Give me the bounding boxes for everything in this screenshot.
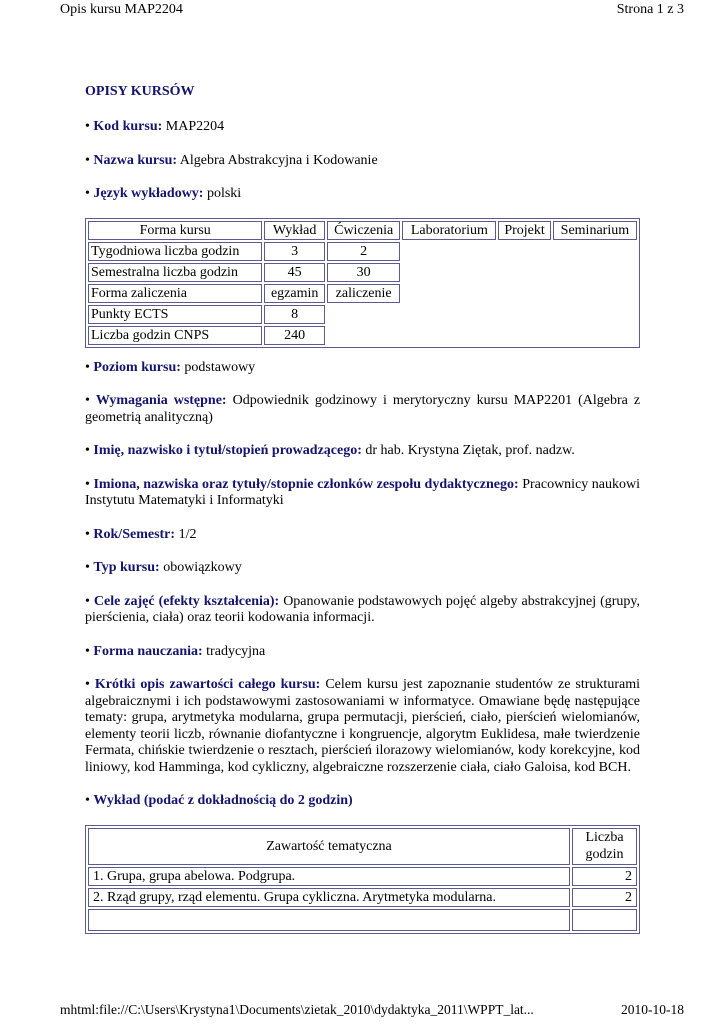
field-wyklad: • Wykład (podać z dokładnością do 2 godzin) [85,793,353,808]
table-cell [572,909,637,931]
table-cell: 2 [572,888,637,907]
footer-date: 2010-10-18 [621,1002,684,1017]
field-label: Poziom kursu: [93,359,181,375]
field-value: polski [206,186,242,201]
field-label: Cele zajęć (efekty kształcenia): [93,593,280,609]
field-value: Opanowanie podstawowych pojęć algeby abstrakcyjnej (grupy, pierścienia, ciała) oraz teorii kodowania informacji. [85,593,641,625]
field-value: tradycyjna [206,643,266,659]
field-value: Algebra Abstrakcyjna i Kodowanie [179,152,378,168]
field-nazwa-kursu: • Nazwa kursu: Algebra Abstrakcyjna i Kodowanie [85,152,378,168]
table-row [88,263,637,282]
table-header-row [88,828,637,865]
field-label: Forma nauczania: [93,643,203,659]
table-header-cell: Forma kursu [88,221,262,240]
table-row [88,867,637,886]
table-row [88,326,637,345]
table-cell: 45 [264,263,324,282]
table-cell [88,909,570,931]
table-cell: 240 [264,326,324,345]
wyklad-table [85,825,640,934]
field-cele-zajec: • Cele zajęć (efekty kształcenia): Opanowanie podstawowych pojęć algeby abstrakcyjnej (grupy, pierścienia, ciała) oraz teorii kodowania informacji. [85,593,641,625]
field-kod-kursu: • Kod kursu: MAP2204 [85,119,225,134]
field-label: Wymagania wstępne: [95,393,227,408]
table-cell: 30 [327,263,401,282]
field-value: dr hab. Krystyna Ziętak, prof. nadzw. [365,443,575,458]
table-row [88,909,637,931]
document-body [85,84,640,934]
table-cell: 2 [572,867,637,886]
table-cell: egzamin [264,284,324,303]
field-typ-kursu: • Typ kursu: obowiązkowy [85,560,242,575]
field-label: Język wykładowy: [93,186,204,201]
table-row [88,242,637,261]
field-label: Imię, nazwisko i tytuł/stopień prowadzącego: [93,443,362,458]
table-cell: Semestralna liczba godzin [88,263,262,282]
page-number: Strona 1 z 3 [616,2,684,17]
forma-kursu-table [85,218,640,348]
field-value: podstawowy [184,359,256,375]
field-value: 1/2 [178,526,197,542]
field-wymagania-wstepne: • Wymagania wstępne: Odpowiednik godzinowy i merytoryczny kursu MAP2201 (Algebra z geometrią analityczną) [85,393,641,425]
field-label: Typ kursu: [93,560,160,575]
page-title: OPISY KURSÓW [85,84,195,99]
table-header-cell: Ćwiczenia [327,221,401,240]
field-forma-nauczania: • Forma nauczania: tradycyjna [85,643,266,659]
table-cell: 1. Grupa, grupa abelowa. Podgrupa. [88,867,570,886]
table-cell: 2. Rząd grupy, rząd elementu. Grupa cykliczna. Arytmetyka modularna. [88,888,570,907]
page-header-title: Opis kursu MAP2204 [60,2,183,17]
field-value: Odpowiednik godzinowy i merytoryczny kursu MAP2201 (Algebra z geometrią analityczną) [85,393,641,425]
field-label: Rok/Semestr: [93,526,176,542]
field-label: Krótki opis zawartości całego kursu: [94,677,321,692]
table-row [88,888,637,907]
field-label: Wykład (podać z dokładnością do 2 godzin) [93,793,353,808]
table-row [88,284,637,303]
field-jezyk-wykladowy: • Język wykładowy: polski [85,186,242,201]
field-value: Pracownicy naukowi Instytutu Matematyki i Informatyki [85,476,641,508]
table-cell: Forma zaliczenia [88,284,262,303]
field-rok-semestr: • Rok/Semestr: 1/2 [85,526,197,542]
table-header-cell: Seminarium [553,221,637,240]
table-cell: zaliczenie [327,284,401,303]
table-header-cell: Liczba godzin [572,828,637,865]
field-label: Imiona, nazwiska oraz tytuły/stopnie członków zespołu dydaktycznego: [93,476,519,492]
table-header-cell: Zawartość tematyczna [88,828,570,865]
table-cell: 2 [327,242,401,261]
field-value: Celem kursu jest zapoznanie studentów ze strukturami algebraicznymi i ich podstawowymi zastosowaniami w informatyce. Omawiane będę następujące tematy: grupa, arytmetyka modularna, grupa permutacji, pierścień, ciało, pierścień wielomianów, elementy teorii liczb, równanie diofantyczne i kongruencje, algorytm Euklidesa, małe twierdzenie Fermata, chińskie twierdzenie o resztach, pierścień ilorazowy wielomianów, kody korekcyjne, kod liniowy, kod Hamminga, kod cykliczny, algebraiczne rozszerzenie ciała, ciało Galoisa, kod BCH. [85,677,640,775]
field-value: obowiązkowy [163,560,242,575]
footer-path: mhtml:file://C:\Users\Krystyna1\Documents\zietak_2010\dydaktyka_2011\WPPT_lat... [60,1002,534,1017]
table-cell: Liczba godzin CNPS [88,326,262,345]
table-cell: Punkty ECTS [88,305,262,324]
field-opis-kursu: • Krótki opis zawartości całego kursu: Celem kursu jest zapoznanie studentów ze strukturami algebraicznymi i ich podstawowymi zastosowaniami w informatyce. Omawiane będę następujące tematy: grupa, arytmetyka modularna, grupa permutacji, pierścień, ciało, pierścień wielomianów, elementy teorii liczb, równanie diofantyczne i kongruencje, algorytm Euklidesa, małe twierdzenie Fermata, chińskie twierdzenie o resztach, pierścień ilorazowy wielomianów, kody korekcyjne, kod liniowy, kod Hamminga, kod cykliczny, algebraiczne rozszerzenie ciała, ciało Galoisa, kod BCH. [85,677,640,775]
table-header-cell: Projekt [498,221,551,240]
field-poziom-kursu: • Poziom kursu: podstawowy [85,359,256,375]
field-zespol-dydaktyczny: • Imiona, nazwiska oraz tytuły/stopnie członków zespołu dydaktycznego: Pracownicy naukowi Instytutu Matematyki i Informatyki [85,476,641,508]
field-label: Nazwa kursu: [93,152,178,168]
table-header-row [88,221,637,240]
table-row [88,305,637,324]
table-cell: 3 [264,242,324,261]
field-prowadzacy: • Imię, nazwisko i tytuł/stopień prowadzącego: dr hab. Krystyna Ziętak, prof. nadzw. [85,443,575,458]
table-header-cell: Wykład [264,221,324,240]
table-header-cell: Laboratorium [402,221,496,240]
table-cell: Tygodniowa liczba godzin [88,242,262,261]
field-label: Kod kursu: [93,119,163,134]
field-value: MAP2204 [165,119,225,134]
table-cell: 8 [264,305,324,324]
